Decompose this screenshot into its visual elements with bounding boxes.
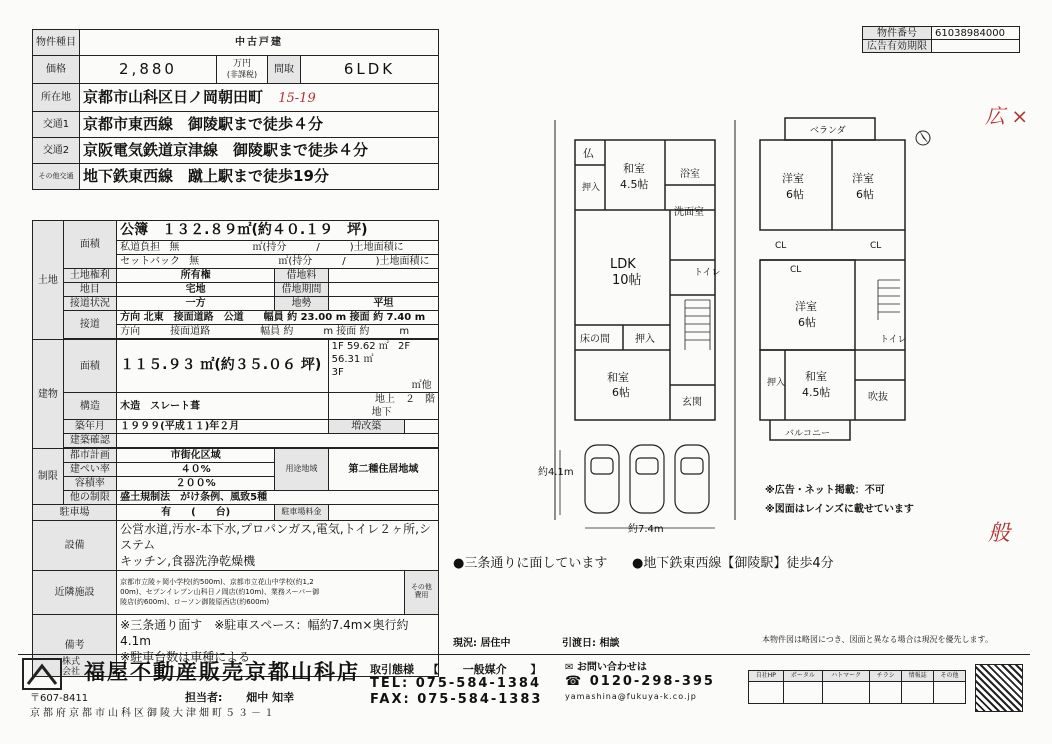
status-current [453, 634, 510, 649]
car-windshield [636, 458, 658, 474]
car-icon [630, 445, 664, 513]
trade-type: 取引態様 【 一般媒介 】 [370, 663, 542, 676]
detail-table [32, 220, 439, 677]
private-road-row [117, 241, 439, 255]
label-ldk-size: 10帖 [612, 273, 642, 288]
address-label: 所在地 [33, 84, 80, 112]
caption-2-text: 地下鉄東西線【御陵駅】徒歩4分 [643, 556, 834, 571]
confirm-label: 建築確認 [63, 434, 116, 448]
company-name: 福屋不動産販売京都山科店 [84, 660, 360, 684]
structure-label: 構造 [63, 393, 116, 420]
road-label: 接道 [63, 311, 116, 339]
equipment-value [117, 521, 439, 571]
label-yoshitsu-2: 洋室 [852, 172, 874, 185]
lease-value [328, 269, 438, 283]
media-cell [934, 682, 966, 704]
property-code-table [862, 26, 1020, 53]
car-icon [585, 445, 619, 513]
transport-1-label: 交通1 [33, 112, 80, 138]
media-header: チラシ [870, 671, 902, 682]
label-genkan: 玄関 [682, 397, 702, 408]
depth-label: 約4.1m [538, 467, 574, 478]
company-address: 京都府京都市山科区御陵大津畑町５３－１ [30, 708, 277, 719]
media-grid [748, 670, 966, 704]
inquiry-label [565, 658, 647, 673]
floor-3: 3F [331, 367, 344, 378]
label-oshiire-3: 押入 [767, 378, 786, 388]
fax-number: 075-584-1383 [417, 692, 543, 707]
transport-1-value: 京都市東西線 御陵駅まで徒歩４分 [80, 112, 439, 138]
road-row-2: 方向 接面道路 幅員 約 m 接面 約 m [117, 325, 439, 339]
category-value: 宅地 [117, 283, 275, 297]
status-current-value: 居住中 [480, 638, 511, 649]
land-area-label: 面積 [63, 221, 116, 269]
inquiry-text: お問い合わせは [576, 662, 647, 673]
tel-number[interactable]: 075-584-1384 [415, 676, 542, 691]
extension-value [404, 420, 438, 434]
status-handover-label: 引渡日: [562, 638, 596, 649]
limits-section-label: 制限 [33, 449, 64, 505]
media-cell [783, 682, 823, 704]
kind-value: 中古戸建 [80, 30, 439, 56]
fax-label: FAX: [370, 692, 411, 707]
tel [370, 676, 541, 691]
remarks-line-2: ※駐車台数は車種による [120, 649, 251, 664]
transport-3-label: その他交通 [33, 164, 80, 190]
built-label: 築年月 [63, 420, 116, 434]
caption-1 [453, 552, 607, 571]
road-status-label: 接道状況 [63, 297, 116, 311]
freedial-number[interactable]: 0120-298-395 [589, 674, 715, 689]
land-area-value: 公簿 １３２.８９㎡(約４０.１９ 坪) [117, 221, 439, 241]
label-washitsu-1-size: 4.5帖 [620, 178, 649, 191]
label-ldk: LDK [610, 257, 636, 272]
road-status-value: 一方 [117, 297, 275, 311]
label-toilet-1f: トイレ [694, 268, 721, 278]
label-oshiire-2: 押入 [635, 334, 655, 345]
lease-label: 借地料 [275, 269, 328, 283]
label-yoshitsu-3-size: 6帖 [798, 316, 816, 329]
freedial [565, 674, 715, 689]
company-logo-icon [22, 658, 62, 690]
caption-1-text: 三条通りに面しています [464, 556, 608, 571]
setback-label: セットバック [120, 256, 180, 267]
building-area-label: 面積 [63, 340, 116, 393]
plan-label: 都市計画 [63, 449, 116, 463]
width-label: 約7.4m [628, 524, 664, 535]
bullet-icon: ● [632, 556, 644, 571]
terrain-label: 地勢 [275, 297, 328, 311]
transport-3-value: 地下鉄東西線 蹴上駅まで徒歩19分 [80, 164, 439, 190]
car-windshield [681, 458, 703, 474]
rights-label: 土地権利 [63, 269, 116, 283]
label-washitsu-2-size: 6帖 [612, 386, 630, 399]
building-section-label: 建物 [33, 340, 64, 449]
email[interactable]: yamashina@fukuya-k.co.jp [565, 692, 697, 701]
confirm-value [117, 434, 439, 448]
address-value: 京都市山科区日ノ岡朝田町 [83, 87, 264, 106]
media-cell [749, 682, 784, 704]
parking-label: 駐車場 [33, 505, 117, 521]
plan-value: 市街化区域 [117, 449, 275, 463]
address-cell [80, 84, 439, 112]
price-value: 2,880 [80, 56, 217, 84]
floor-other: ㎡他 [411, 380, 432, 391]
storeys-above: 地上 ２ 階 [375, 394, 435, 405]
rights-value: 所有権 [117, 269, 275, 283]
transport-2-label: 交通2 [33, 138, 80, 164]
media-cell [902, 682, 934, 704]
note-reins: ※図面はレインズに載せています [765, 504, 914, 515]
floor-1: 1F 59.62 ㎡ [331, 341, 389, 352]
terrain-value: 平坦 [328, 297, 438, 311]
layout-label: 間取 [268, 56, 301, 84]
status-handover [562, 634, 619, 649]
far-value: ２００% [117, 477, 275, 491]
private-road-label: 私道負担 [120, 242, 161, 253]
tel-label: TEL: [370, 676, 410, 691]
coverage-label: 建ぺい率 [63, 463, 116, 477]
label-yoshitsu-2-size: 6帖 [856, 188, 874, 201]
extension-label: 増改築 [328, 420, 404, 434]
label-cl-1: CL [775, 241, 787, 251]
media-header: その他 [934, 671, 966, 682]
zone-value: 第二種住居地域 [328, 449, 438, 491]
kind-label: 物件種目 [33, 30, 80, 56]
address-handwritten: 15-19 [278, 90, 316, 106]
car-icon [675, 445, 709, 513]
label-bath: 浴室 [680, 169, 700, 180]
price-unit-text: 万円 [232, 59, 251, 70]
facilities-line-1: 京都市立陵ヶ岡小学校(約500m)、京都市立花山中学校(約1,2 [120, 577, 314, 586]
caption-2 [632, 552, 834, 571]
private-road-value: 無 [169, 242, 180, 253]
other-limits-value: 盛土規制法 がけ条例、風致5種 [117, 491, 439, 505]
equipment-line-1: 公営水道,汚水-本下水,プロパンガス,電気,トイレ２ヶ所,システム [120, 522, 431, 553]
stairs-1f [685, 300, 710, 350]
building-area-value: １１５.９３ ㎡(約３５.０６ 坪) [117, 340, 329, 393]
media-header: ハトマーク [823, 671, 870, 682]
bullet-icon: ● [453, 556, 465, 571]
parking-fee-label: 駐車場料金 [275, 505, 328, 521]
storeys [328, 393, 438, 420]
label-toilet-2f: トイレ [880, 335, 907, 345]
property-code-value: 61038984000 [932, 27, 1020, 40]
label-yoshitsu-1-size: 6帖 [786, 188, 804, 201]
layout-value: 6LDK [301, 56, 439, 84]
trade-type-label: 取引態様 [370, 663, 414, 676]
zone-label: 用途地域 [275, 449, 328, 491]
property-code-label: 物件番号 [863, 27, 932, 40]
lease-period-value [328, 283, 438, 297]
other-limits-label: 他の制限 [63, 491, 116, 505]
remarks-label: 備考 [33, 614, 117, 676]
compass-icon [916, 130, 930, 145]
other-costs-label: その他費用 [404, 570, 438, 614]
ad-expiry-label: 広告有効期限 [863, 40, 932, 53]
disclaimer: 本物件図は略図につき、図面と異なる場合は現況を優先します。 [762, 635, 993, 644]
label-fukinuke: 吹抜 [868, 392, 888, 403]
parking-cars [560, 445, 715, 528]
handwritten-mark-1: 広 × [985, 104, 1029, 128]
facilities-line-2: 00m)、セブンイレブン山科日ノ岡店(約10m)、業務スーパー御 [120, 587, 320, 596]
transport-2-value: 京阪電気鉄道京津線 御陵駅まで徒歩４分 [80, 138, 439, 164]
trade-type-value: 一般媒介 [462, 663, 507, 676]
staff [185, 689, 294, 705]
facilities-value [117, 570, 405, 614]
label-yoshitsu-1: 洋室 [782, 172, 804, 185]
structure-value: 木造 スレート葺 [117, 393, 329, 420]
label-cl-2: CL [870, 241, 882, 251]
coverage-value: ４０% [117, 463, 275, 477]
handwritten-mark-2: 般 [988, 521, 1011, 546]
media-cell [870, 682, 902, 704]
freedial-icon: ☎ [565, 674, 584, 689]
road-row-1: 方向 北東 接面道路 公道 幅員 約 23.00 m 接面 約 7.40 m [117, 311, 439, 325]
stairs-2f [878, 280, 900, 320]
ad-expiry-value [932, 40, 1020, 53]
built-value: １９９９(平成１１)年２月 [117, 420, 329, 434]
staff-name: 畑中 知幸 [246, 691, 295, 704]
far-label: 容積率 [63, 477, 116, 491]
price-unit [217, 56, 268, 84]
note-ad: ※広告・ネット掲載：不可 [765, 485, 885, 496]
media-header: 情報誌 [902, 671, 934, 682]
setback-value: 無 [189, 256, 200, 267]
storeys-below: 地下 [371, 407, 392, 418]
equipment-label: 設備 [33, 521, 117, 571]
land-section-label: 土地 [33, 221, 64, 340]
fax [370, 692, 542, 707]
floor-2: 2F 56.31 ㎡ [331, 341, 411, 365]
private-road-rest: ㎡(持分 / )土地面積に [252, 242, 404, 253]
setback-row [117, 255, 439, 269]
media-cell [823, 682, 870, 704]
label-cl-3: CL [790, 265, 802, 275]
parking-value: 有 ( 台) [117, 505, 275, 521]
label-yoshitsu-3: 洋室 [795, 300, 817, 313]
summary-table [32, 29, 439, 190]
staff-label: 担当者: [185, 691, 223, 704]
floorplan [440, 110, 1000, 610]
label-balcony: バルコニー [785, 429, 831, 439]
car-windshield [591, 458, 613, 474]
envelope-icon: ✉ [565, 662, 574, 673]
label-washroom: 洗面室 [674, 207, 704, 218]
company-zip: 〒607-8411 [30, 693, 89, 704]
setback-rest: ㎡(持分 / )土地面積に [278, 256, 430, 267]
status-current-label: 現況: [453, 638, 477, 649]
equipment-line-2: キッチン,食器洗浄乾燥機 [120, 554, 256, 569]
building-floors [328, 340, 438, 393]
label-washitsu-3: 和室 [805, 370, 827, 383]
label-butsudan: 仏 [583, 147, 594, 160]
label-washitsu-1: 和室 [623, 162, 645, 175]
media-header: ポータル [783, 671, 823, 682]
lease-period-label: 借地期間 [275, 283, 328, 297]
label-tokonoma: 床の間 [580, 334, 610, 345]
status-handover-value: 相談 [599, 638, 620, 649]
price-tax-text: (非課税) [226, 70, 258, 80]
price-label: 価格 [33, 56, 80, 84]
label-washitsu-2: 和室 [607, 371, 629, 384]
qr-code-icon[interactable] [975, 664, 1023, 712]
facilities-label: 近隣施設 [33, 570, 117, 614]
company-kind: 株式会社 [62, 657, 81, 677]
parking-fee-value [328, 505, 438, 521]
category-label: 地目 [63, 283, 116, 297]
facilities-line-3: 陵店(約600m)、ローソン御陵原西店(約600m) [120, 598, 270, 607]
label-oshiire-1: 押入 [582, 183, 601, 193]
label-veranda: ベランダ [810, 126, 846, 136]
media-header: 自社HP [749, 671, 784, 682]
label-washitsu-3-size: 4.5帖 [802, 386, 831, 399]
remarks-line-1: ※三条通り面す ※駐車スペース：幅約7.4m×奥行約4.1m [120, 617, 409, 648]
